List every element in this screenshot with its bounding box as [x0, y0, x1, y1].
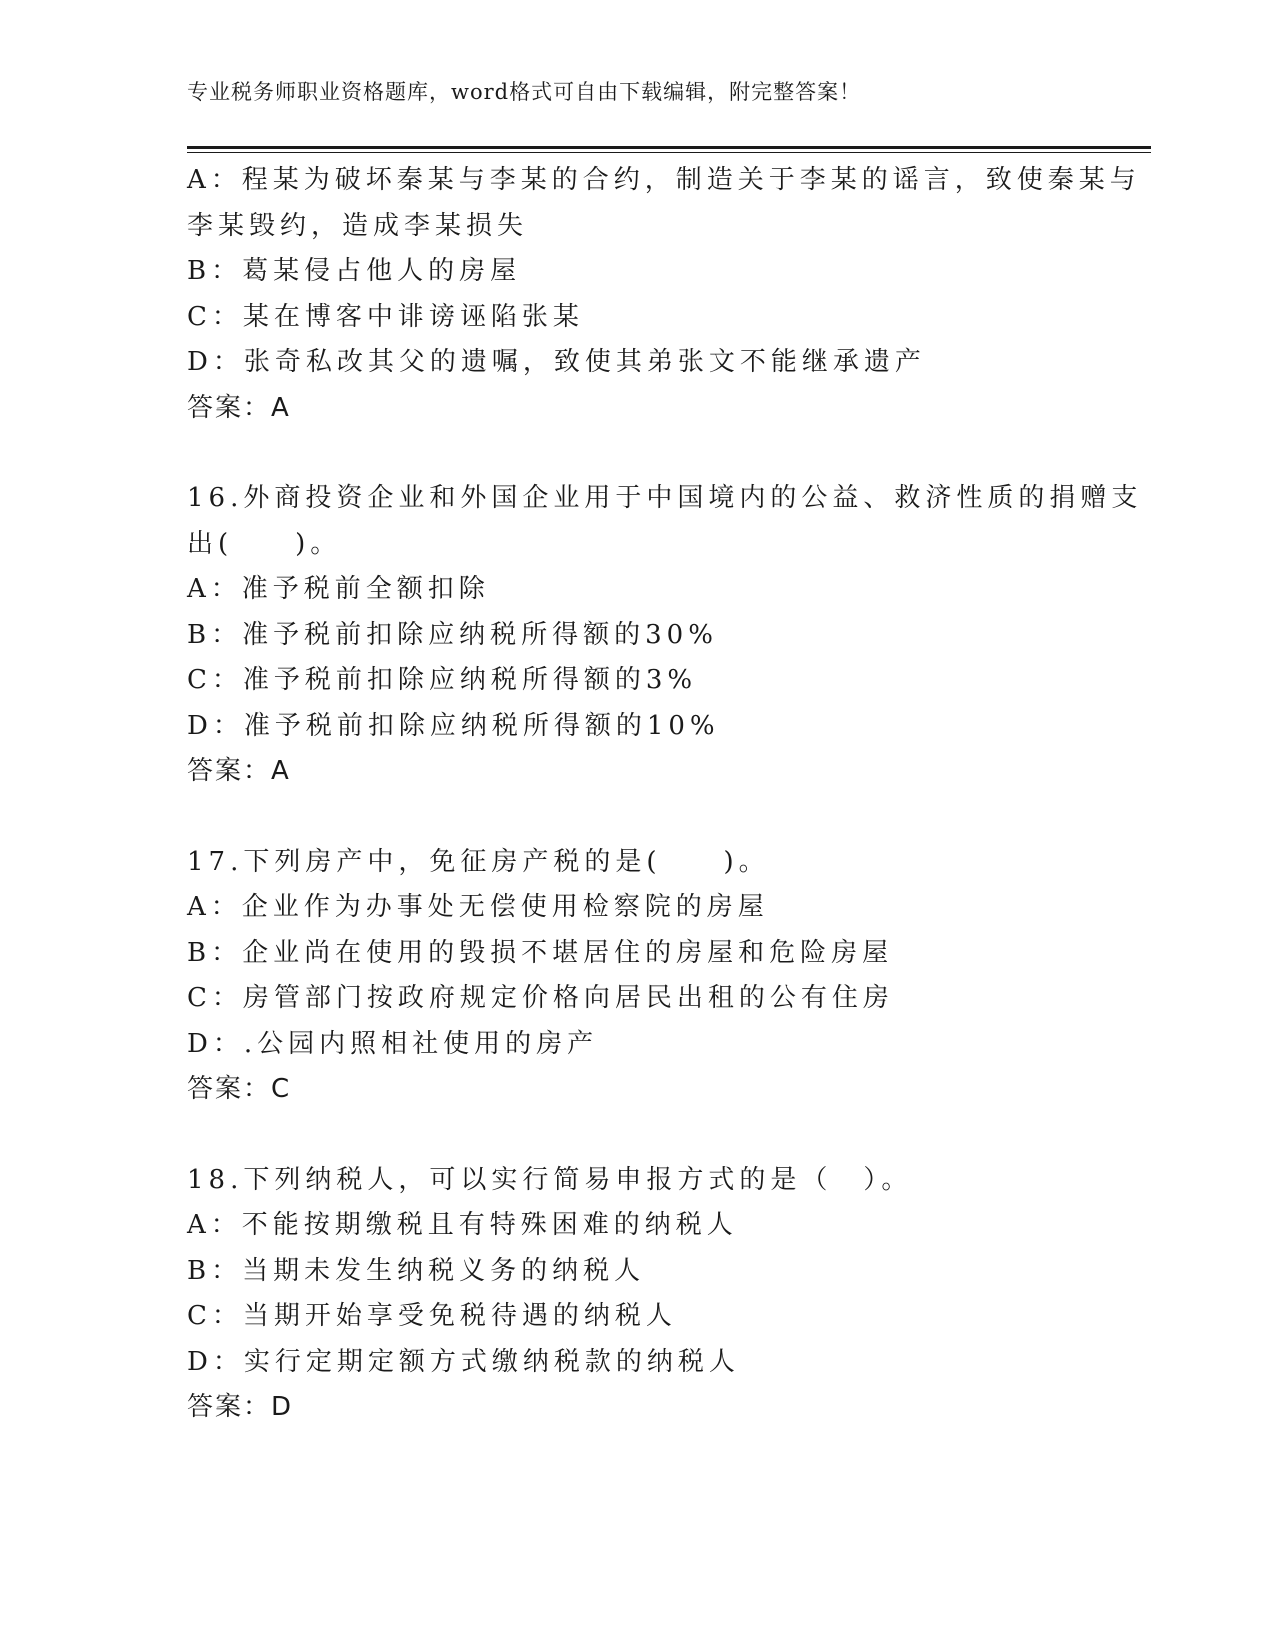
q16-stem-line2: 出( )。: [187, 528, 342, 559]
spacer: [187, 1113, 1087, 1158]
q16-stem-line1: 16.外商投资企业和外国企业用于中国境内的公益、救济性质的捐赠支: [187, 483, 1143, 513]
q18-option-a: A：不能按期缴税且有特殊困难的纳税人: [187, 1210, 738, 1240]
header-rule-thick: [187, 146, 1151, 149]
q16-option-d: D：准予税前扣除应纳税所得额的10%: [187, 710, 720, 741]
q17-option-a: A：企业作为办事处无偿使用检察院的房屋: [187, 892, 769, 922]
question-15-block: [187, 158, 1141, 431]
q16-option-c: C：准予税前扣除应纳税所得额的3%: [187, 665, 698, 695]
q16-option-a: A：准予税前全额扣除: [187, 574, 490, 604]
q15-option-a-line2: 李某毁约，造成李某损失: [187, 210, 529, 241]
question-18-block: [187, 1158, 1087, 1431]
q15-option-a-line1: A：程某为破坏秦某与李某的合约，制造关于李某的谣言，致使秦某与: [187, 165, 1141, 195]
q17-option-b: B：企业尚在使用的毁损不堪居住的房屋和危险房屋: [187, 937, 894, 968]
question-17-block: [187, 840, 1087, 1113]
document-body: [187, 158, 1143, 1431]
q18-option-c: C：当期开始享受免税待遇的纳税人: [187, 1301, 677, 1331]
q18-answer: 答案：D: [187, 1392, 294, 1422]
q15-option-d: D：张奇私改其父的遗嘱，致使其弟张文不能继承遗产: [187, 347, 926, 377]
q18-option-b: B：当期未发生纳税义务的纳税人: [187, 1255, 646, 1286]
spacer: [187, 795, 1087, 840]
q18-option-d: D：实行定期定额方式缴纳税款的纳税人: [187, 1346, 740, 1377]
q15-option-b: B：葛某侵占他人的房屋: [187, 256, 522, 286]
q17-stem: 17.下列房产中，免征房产税的是( )。: [187, 846, 770, 877]
page-header: 专业税务师职业资格题库，word格式可自由下载编辑，附完整答案！: [187, 80, 862, 104]
spacer: [187, 431, 1087, 476]
q17-option-c: C：房管部门按政府规定价格向居民出租的公有住房: [187, 983, 894, 1013]
q18-stem: 18.下列纳税人，可以实行简易申报方式的是（ ）。: [187, 1164, 913, 1195]
q16-answer: 答案：A: [187, 756, 291, 786]
question-16-block: [187, 476, 1143, 795]
q17-option-d: D：.公园内照相社使用的房产: [187, 1028, 599, 1059]
q16-option-b: B：准予税前扣除应纳税所得额的30%: [187, 619, 718, 650]
q17-answer: 答案：C: [187, 1074, 292, 1104]
header-rule-thin: [187, 152, 1151, 153]
q15-option-c: C：某在博客中诽谤诬陷张某: [187, 301, 584, 332]
q15-answer: 答案：A: [187, 392, 291, 423]
